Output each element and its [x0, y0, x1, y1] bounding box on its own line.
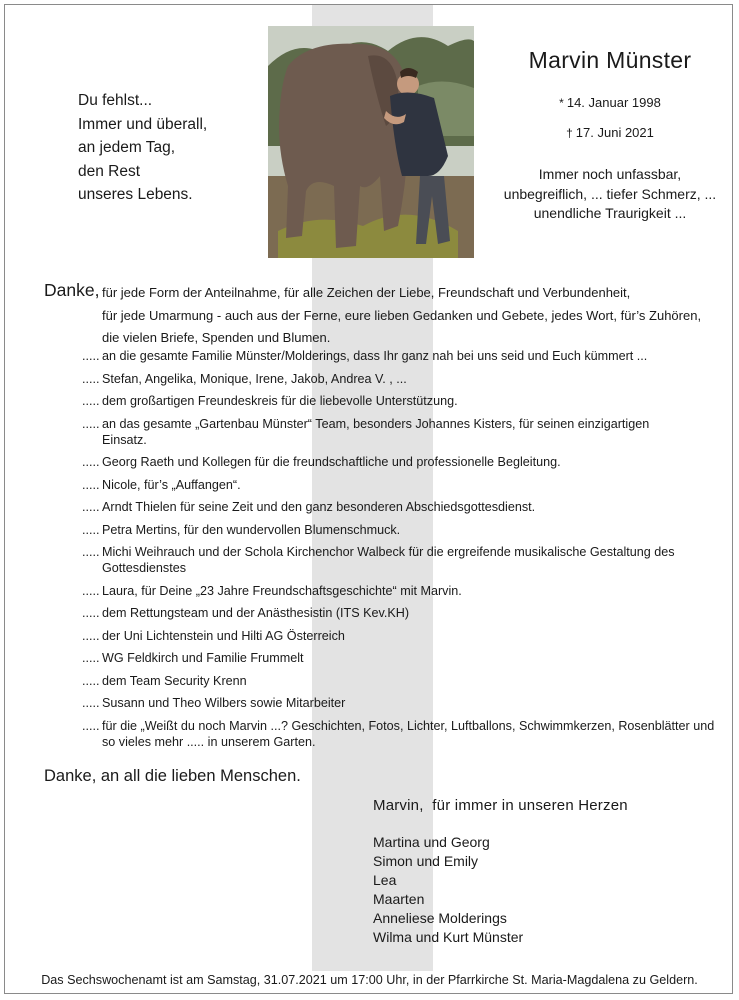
list-item: [82, 673, 722, 689]
dots-leader: .....: [82, 696, 100, 710]
list-item-text: der Uni Lichtenstein und Hilti AG Österreich: [102, 628, 345, 643]
forever-line: Marvin, für immer in unseren Herzen: [373, 797, 628, 814]
death-date-text: 17. Juni 2021: [575, 125, 654, 140]
service-announcement: Das Sechswochenamt ist am Samstag, 31.07.2021 um 17:00 Uhr, in der Pfarrkirche St. Maria-Magdalena zu Geldern.: [41, 973, 698, 987]
thanks-list: [82, 348, 722, 750]
list-item: [82, 605, 722, 621]
list-item-text: Michi Weihrauch und der Schola Kirchenchor Walbeck für die ergreifende musikalische Gestaltung des Gottesdienstes: [102, 545, 675, 575]
list-item: [82, 393, 722, 409]
thanks-heading: Danke,: [44, 280, 100, 300]
dots-leader: .....: [82, 500, 100, 514]
poem-line: Du fehlst...: [78, 92, 153, 109]
list-item: [82, 416, 672, 448]
list-item: [82, 628, 722, 644]
thanks-intro: [102, 282, 722, 350]
list-item: [82, 371, 722, 387]
list-item: [82, 718, 722, 750]
dots-leader: .....: [82, 394, 100, 408]
signer-name: Martina und Georg: [373, 834, 490, 850]
death-date: [540, 125, 680, 140]
quote-line: unendliche Traurigkeit ...: [533, 205, 687, 221]
list-item-text: Susann und Theo Wilbers sowie Mitarbeiter: [102, 696, 346, 710]
quote-line: unbegreiflich, ... tiefer Schmerz, ...: [503, 185, 717, 202]
birth-star-icon: *: [559, 96, 564, 110]
signer-name: Wilma und Kurt Münster: [373, 929, 524, 945]
dots-leader: .....: [82, 545, 100, 559]
list-item: [82, 522, 722, 538]
dots-leader: .....: [82, 477, 100, 492]
list-item-text: an die gesamte Familie Münster/Molderings, dass Ihr ganz nah bei uns seid und Euch kümmert ...: [102, 349, 648, 363]
list-item-text: dem Rettungsteam und der Anästhesistin (ITS Kev.KH): [102, 606, 410, 620]
elephant-photo-illustration: [268, 26, 474, 258]
list-item-text: dem großartigen Freundeskreis für die liebevolle Unterstützung.: [102, 394, 458, 408]
dots-leader: .....: [82, 583, 100, 598]
dots-leader: .....: [82, 606, 100, 620]
dots-leader: .....: [82, 522, 100, 537]
closing-thanks: Danke, an all die lieben Menschen.: [44, 767, 301, 785]
deceased-name: Marvin Münster: [528, 47, 692, 73]
signer-name: Anneliese Molderings: [373, 910, 507, 926]
list-item-text: Arndt Thielen für seine Zeit und den ganz besonderen Abschiedsgottesdienst.: [102, 500, 536, 514]
poem-line: den Rest: [78, 162, 141, 180]
intro-line: für jede Umarmung - auch aus der Ferne, eure lieben Gedanken und Gebete, jedes Wort, für’s Zuhören,: [102, 307, 702, 323]
list-item: [82, 477, 722, 493]
dots-leader: .....: [82, 416, 100, 431]
poem: [78, 89, 268, 207]
poem-line: Immer und überall,: [78, 115, 208, 133]
grief-quote: [490, 165, 730, 224]
signer-name: Lea: [373, 872, 397, 888]
list-item-text: Petra Mertins, für den wundervollen Blumenschmuck.: [102, 522, 401, 537]
dots-leader: .....: [82, 455, 100, 469]
quote-line: Immer noch unfassbar,: [538, 166, 682, 182]
list-item: [82, 583, 722, 599]
list-item-text: an das gesamte „Gartenbau Münster“ Team, besonders Johannes Kisters, für seinen einzigartigen Einsatz.: [102, 416, 650, 447]
list-item-text: Stefan, Angelika, Monique, Irene, Jakob, Andrea V. , ...: [102, 371, 407, 386]
signer-name: Maarten: [373, 891, 425, 907]
dots-leader: .....: [82, 371, 100, 386]
list-item: [82, 348, 722, 364]
intro-line: die vielen Briefe, Spenden und Blumen.: [102, 330, 331, 345]
list-item-text: Nicole, für’s „Auffangen“.: [102, 477, 241, 492]
list-item: [82, 544, 682, 576]
list-item: [82, 650, 722, 666]
dots-leader: .....: [82, 673, 100, 688]
dots-leader: .....: [82, 718, 100, 733]
list-item-text: dem Team Security Krenn: [102, 673, 247, 688]
cross-icon: †: [566, 126, 573, 140]
birth-date-text: 14. Januar 1998: [566, 95, 661, 110]
list-item: [82, 499, 722, 515]
list-item-text: WG Feldkirch und Familie Frummelt: [102, 651, 304, 665]
list-item-text: Georg Raeth und Kollegen für die freundschaftliche und professionelle Begleitung.: [102, 455, 561, 469]
dots-leader: .....: [82, 349, 100, 363]
birth-date: [540, 95, 680, 110]
dots-leader: .....: [82, 651, 100, 665]
list-item: [82, 695, 722, 711]
family-signers: [373, 833, 523, 947]
list-item: [82, 454, 722, 470]
intro-line: für jede Form der Anteilnahme, für alle Zeichen der Liebe, Freundschaft und Verbundenheit,: [102, 285, 631, 300]
poem-line: an jedem Tag,: [78, 139, 176, 156]
list-item-text: für die „Weißt du noch Marvin ...? Geschichten, Fotos, Lichter, Luftballons, Schwimmkerzen, Rosenblätter und so vieles mehr ..... in unserem Garten.: [102, 718, 715, 749]
signer-name: Simon und Emily: [373, 853, 479, 869]
poem-line: unseres Lebens.: [78, 186, 193, 203]
list-item-text: Laura, für Deine „23 Jahre Freundschaftsgeschichte“ mit Marvin.: [102, 583, 462, 598]
dots-leader: .....: [82, 628, 100, 643]
memorial-photo: [268, 26, 474, 258]
